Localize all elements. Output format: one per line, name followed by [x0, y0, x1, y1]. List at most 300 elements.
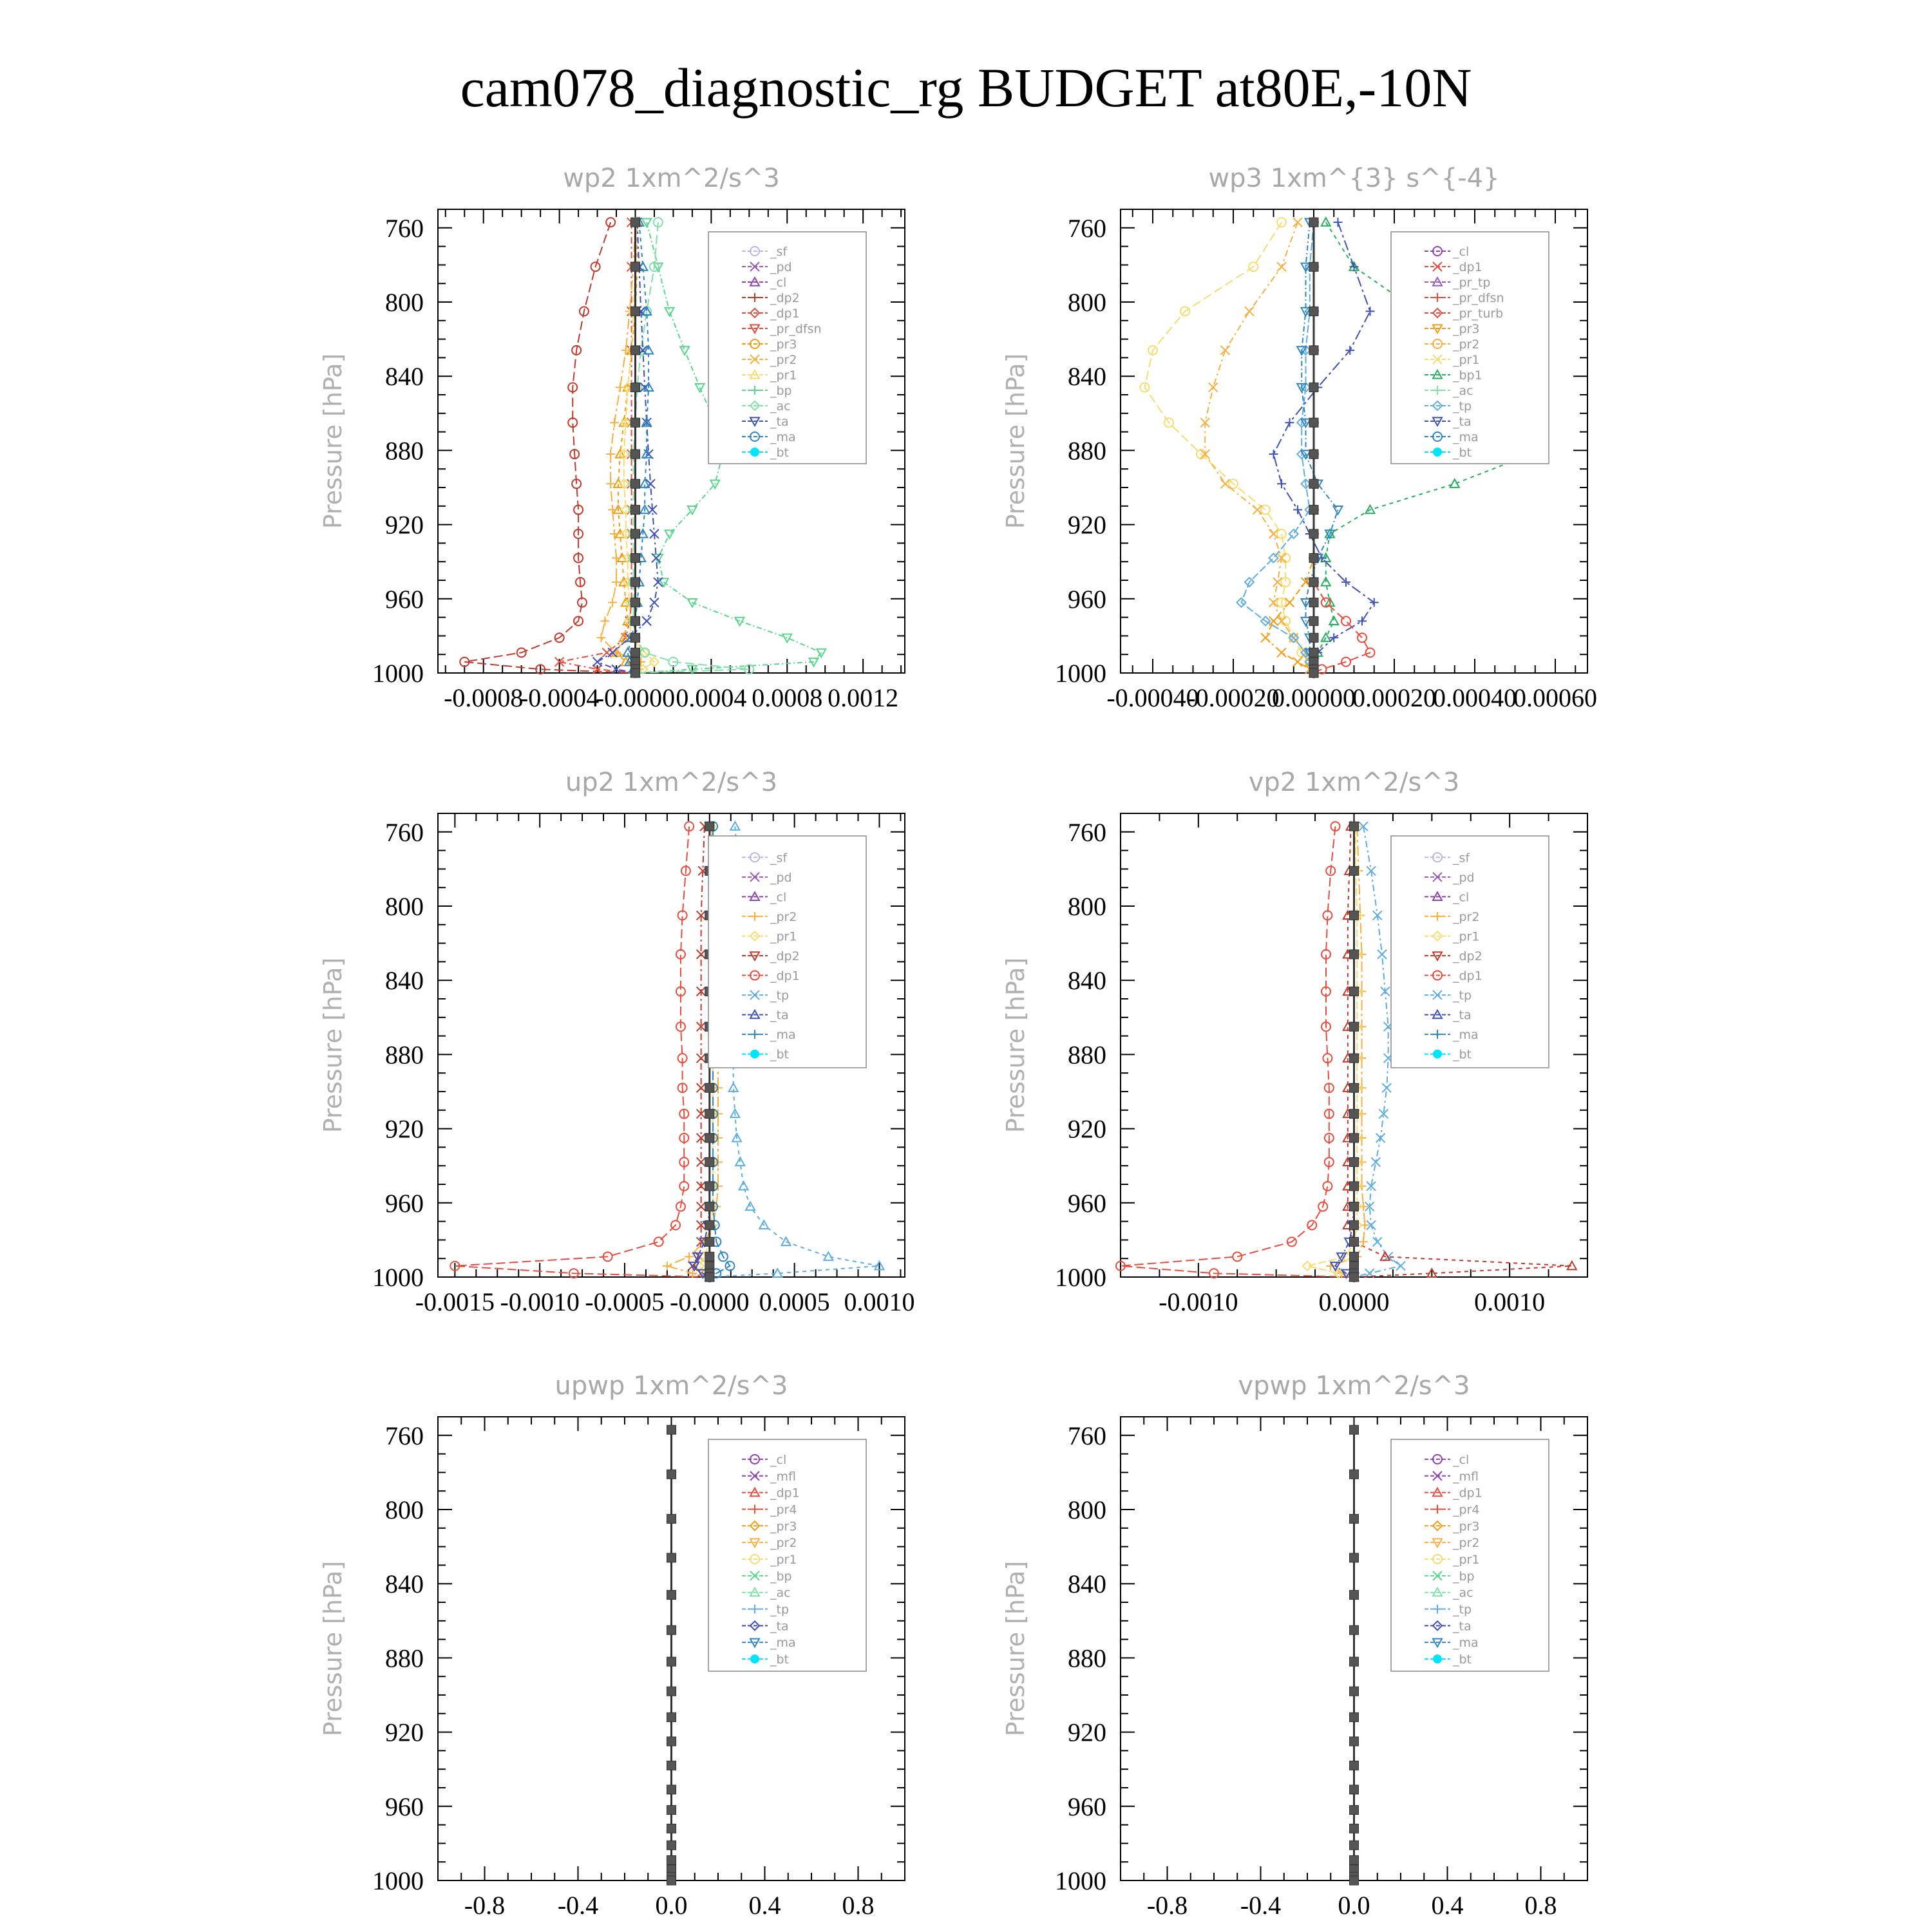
- y-tick-label: 800: [1068, 288, 1106, 317]
- y-axis-label: Pressure [hPa]: [1001, 353, 1030, 529]
- legend-label: _cl: [1453, 890, 1470, 905]
- legend-label: _tp: [770, 1602, 790, 1617]
- legend-label: _ma: [1453, 430, 1479, 444]
- x-tick-label: -0.8: [464, 1891, 506, 1920]
- data-point: [600, 616, 609, 625]
- y-tick-label: 800: [1068, 1495, 1106, 1524]
- legend-label: _pr3: [770, 1519, 797, 1534]
- data-point: [631, 479, 640, 488]
- x-tick-label: -0.4: [557, 1891, 599, 1920]
- legend-label: _pd: [770, 260, 792, 274]
- data-point: [1323, 1182, 1332, 1191]
- data-point: [705, 1237, 714, 1246]
- y-tick-label: 760: [1068, 1421, 1106, 1450]
- data-point: [1321, 633, 1331, 641]
- x-tick-label: 0.0: [1338, 1891, 1370, 1920]
- data-point: [680, 346, 689, 355]
- data-point: [705, 1220, 714, 1229]
- y-axis-label: Pressure [hPa]: [1001, 1560, 1030, 1737]
- data-point: [667, 1876, 676, 1885]
- legend-label: _pr3: [1453, 322, 1480, 336]
- legend-marker: [1433, 448, 1442, 457]
- legend-label: _ta: [770, 415, 789, 429]
- legend-label: _bt: [770, 1653, 790, 1667]
- x-tick-label: -0.0004: [519, 683, 600, 712]
- series-pr1: [1141, 218, 1319, 677]
- series-dp1: [1116, 822, 1359, 1282]
- data-point: [1341, 616, 1350, 625]
- y-tick-label: 920: [1068, 1114, 1106, 1144]
- data-point: [1309, 598, 1318, 607]
- series-bt: [667, 1425, 676, 1885]
- legend-label: _pd: [770, 870, 792, 885]
- series-line: [464, 222, 635, 673]
- legend-label: _ac: [1453, 1586, 1473, 1600]
- y-tick-label: 960: [385, 584, 424, 614]
- data-point: [667, 1737, 676, 1746]
- data-point: [667, 1590, 676, 1599]
- legend-label: _cl: [770, 276, 787, 290]
- data-point: [1350, 1133, 1359, 1142]
- y-tick-label: 840: [385, 1569, 424, 1599]
- x-tick-label: 0.00060: [1513, 683, 1597, 712]
- legend: [708, 836, 866, 1068]
- legend-label: _pr1: [770, 368, 797, 383]
- data-point: [631, 383, 640, 392]
- series-ta: [593, 218, 663, 677]
- y-tick-label: 760: [1068, 213, 1106, 243]
- legend-label: _cl: [770, 1452, 787, 1467]
- y-tick-label: 800: [385, 1495, 424, 1524]
- data-point: [1382, 1083, 1391, 1092]
- series-pr2: [1200, 218, 1318, 677]
- data-point: [1245, 307, 1254, 316]
- series-line: [1145, 222, 1314, 673]
- x-tick-label: -0.0010: [1159, 1287, 1238, 1316]
- y-tick-label: 880: [385, 1040, 424, 1070]
- data-point: [697, 1083, 706, 1092]
- series-dp2: [460, 218, 639, 677]
- y-tick-label: 760: [385, 213, 424, 243]
- series-pr3: [612, 218, 641, 676]
- legend-label: _mfl: [1453, 1469, 1479, 1484]
- legend-label: _bp: [1453, 1569, 1475, 1584]
- data-point: [697, 1202, 706, 1211]
- x-tick-label: 0.0000: [1318, 1287, 1390, 1316]
- data-point: [1350, 1855, 1359, 1864]
- legend-label: _mfl: [770, 1469, 796, 1484]
- series-line: [1274, 222, 1374, 673]
- data-point: [1350, 1824, 1359, 1833]
- legend-label: _pr2: [770, 909, 797, 924]
- data-point: [705, 1202, 714, 1211]
- data-point: [667, 1553, 676, 1562]
- data-point: [1350, 1841, 1359, 1850]
- data-point: [1373, 1237, 1382, 1246]
- legend-label: _pr1: [770, 1553, 797, 1567]
- legend-label: _pr3: [1453, 1519, 1480, 1534]
- data-point: [705, 1133, 714, 1142]
- legend-marker: [750, 1654, 759, 1663]
- x-tick-label: -0.00020: [1187, 683, 1280, 712]
- data-point: [631, 418, 640, 427]
- data-point: [667, 1713, 676, 1722]
- data-point: [1350, 950, 1359, 959]
- y-tick-label: 800: [385, 892, 424, 921]
- x-tick-label: -0.0008: [444, 683, 524, 712]
- series-pr1: [620, 218, 659, 677]
- legend-label: _bp: [770, 1569, 792, 1584]
- data-point: [705, 1252, 714, 1261]
- x-tick-label: -0.00040: [1106, 683, 1199, 712]
- legend-label: _pd: [1453, 870, 1475, 885]
- x-tick-label: 0.4: [748, 1891, 781, 1920]
- legend-label: _pr2: [770, 353, 797, 367]
- legend-label: _pr_tp: [1453, 276, 1491, 290]
- data-point: [1370, 598, 1379, 607]
- data-point: [667, 1841, 676, 1850]
- data-point: [1350, 1713, 1359, 1722]
- legend-label: _ta: [1453, 415, 1472, 429]
- data-point: [596, 633, 605, 642]
- legend-label: _pr_turb: [1453, 307, 1504, 321]
- data-point: [1450, 479, 1459, 488]
- panels-container: [319, 164, 1597, 1920]
- legend-label: _pr2: [1453, 337, 1480, 352]
- y-tick-label: 840: [1068, 362, 1106, 392]
- data-point: [667, 1806, 676, 1815]
- panel-title: vpwp 1xm^2/s^3: [1238, 1371, 1470, 1401]
- y-tick-label: 920: [1068, 1718, 1106, 1747]
- data-point: [1221, 346, 1230, 355]
- data-point: [667, 1657, 676, 1666]
- data-point: [1277, 479, 1286, 488]
- y-tick-label: 760: [1068, 817, 1106, 847]
- data-point: [1309, 553, 1318, 562]
- data-point: [631, 633, 640, 642]
- y-tick-label: 960: [1068, 584, 1106, 614]
- data-point: [1350, 1110, 1359, 1119]
- data-point: [1350, 1022, 1359, 1031]
- data-point: [1350, 822, 1359, 831]
- data-point: [1309, 262, 1318, 271]
- x-tick-label: 0.00040: [1433, 683, 1517, 712]
- data-point: [667, 1470, 676, 1479]
- y-tick-label: 1000: [1055, 1263, 1106, 1292]
- legend-label: _pr_dfsn: [1453, 291, 1504, 305]
- data-point: [705, 1157, 714, 1166]
- y-tick-label: 800: [1068, 892, 1106, 921]
- data-point: [631, 553, 640, 562]
- y-axis-label: Pressure [hPa]: [1001, 957, 1030, 1133]
- x-tick-label: 0.0004: [676, 683, 747, 712]
- data-point: [1358, 616, 1367, 625]
- data-point: [705, 1110, 714, 1119]
- data-point: [1334, 218, 1343, 227]
- data-point: [1261, 633, 1270, 642]
- data-point: [667, 1785, 676, 1794]
- legend-label: _pr2: [1453, 909, 1480, 924]
- y-axis-label: Pressure [hPa]: [319, 957, 347, 1133]
- panel-title: vp2 1xm^2/s^3: [1248, 768, 1460, 797]
- legend-label: _bp1: [1453, 368, 1482, 383]
- x-tick-label: -0.0000: [670, 1287, 750, 1316]
- data-point: [1277, 648, 1286, 657]
- data-point: [665, 530, 674, 538]
- series-dp1: [1309, 218, 1375, 677]
- data-point: [1309, 668, 1318, 677]
- panel-title: wp3 1xm^{3} s^{-4}: [1208, 164, 1500, 193]
- legend-label: _pr1: [1453, 929, 1480, 944]
- legend-label: _pr_dfsn: [770, 322, 822, 336]
- x-tick-label: 0.0005: [759, 1287, 830, 1316]
- data-point: [1359, 1237, 1368, 1246]
- data-point: [1209, 383, 1218, 392]
- legend-label: _bt: [1453, 1047, 1472, 1062]
- x-tick-label: 0.0010: [844, 1287, 915, 1316]
- data-point: [1293, 658, 1302, 667]
- chart-panel-1: [319, 164, 905, 712]
- data-point: [631, 506, 640, 515]
- data-point: [667, 1687, 676, 1696]
- y-axis-label: Pressure [hPa]: [319, 1560, 347, 1737]
- x-tick-label: 0.8: [842, 1891, 875, 1920]
- legend-label: _ma: [770, 1028, 796, 1043]
- x-tick-label: -0.8: [1146, 1891, 1188, 1920]
- legend-label: _ma: [1453, 1028, 1479, 1043]
- legend-label: _cl: [770, 890, 787, 905]
- data-point: [593, 658, 602, 667]
- x-tick-label: -0.0015: [415, 1287, 495, 1316]
- data-point: [1309, 529, 1318, 538]
- chart-panel-5: [319, 1371, 905, 1920]
- legend: [1391, 836, 1549, 1068]
- figure-title: cam078_diagnostic_rg BUDGET at80E,-10N: [460, 57, 1472, 118]
- data-point: [1329, 616, 1338, 625]
- series-ma: [1297, 219, 1342, 677]
- data-point: [1350, 1687, 1359, 1696]
- series-line: [455, 826, 709, 1277]
- data-point: [631, 598, 640, 607]
- y-tick-label: 760: [385, 817, 424, 847]
- data-point: [1309, 307, 1318, 316]
- y-tick-label: 1000: [1055, 1866, 1106, 1895]
- legend-label: _ta: [1453, 1008, 1472, 1023]
- data-point: [1350, 1202, 1359, 1211]
- data-point: [781, 1237, 790, 1245]
- data-point: [705, 822, 714, 831]
- y-tick-label: 880: [1068, 436, 1106, 466]
- data-point: [631, 262, 640, 271]
- legend-label: _sf: [1453, 851, 1470, 866]
- legend-label: _pr4: [1453, 1502, 1480, 1517]
- data-point: [1350, 1083, 1359, 1092]
- y-tick-label: 880: [385, 1643, 424, 1673]
- data-point: [697, 1157, 706, 1166]
- data-point: [667, 1425, 676, 1434]
- legend-label: _dp1: [1453, 969, 1482, 983]
- data-point: [739, 1182, 748, 1190]
- x-tick-label: 0.00020: [1352, 683, 1436, 712]
- y-tick-label: 1000: [1055, 659, 1106, 688]
- panel-title: up2 1xm^2/s^3: [565, 768, 778, 797]
- legend-label: _ma: [1453, 1636, 1479, 1651]
- data-point: [608, 598, 617, 607]
- legend-label: _tp: [1453, 989, 1472, 1003]
- data-point: [1350, 1590, 1359, 1599]
- data-point: [1350, 987, 1359, 996]
- legend-label: _ma: [770, 1636, 796, 1651]
- data-point: [631, 346, 640, 355]
- legend-label: _bt: [1453, 446, 1472, 460]
- data-point: [1350, 1273, 1359, 1282]
- legend-label: _cl: [1453, 1452, 1470, 1467]
- chart-panel-4: [1001, 768, 1587, 1316]
- legend-label: _pr1: [1453, 1553, 1480, 1567]
- x-tick-label: -0.0010: [500, 1287, 580, 1316]
- data-point: [1350, 1054, 1359, 1063]
- y-tick-label: 920: [1068, 510, 1106, 540]
- legend-label: _pr1: [770, 929, 797, 944]
- data-point: [631, 529, 640, 538]
- x-tick-label: -0.0000: [595, 683, 676, 712]
- data-point: [1350, 1237, 1359, 1246]
- data-point: [650, 598, 659, 607]
- data-point: [1350, 1657, 1359, 1666]
- legend-marker: [1433, 1654, 1442, 1663]
- legend-label: _dp1: [1453, 1486, 1482, 1501]
- legend-label: _tp: [770, 989, 790, 1003]
- y-tick-label: 960: [1068, 1792, 1106, 1821]
- legend-label: _bt: [770, 446, 790, 460]
- y-axis-label: Pressure [hPa]: [319, 353, 347, 529]
- data-point: [606, 450, 615, 459]
- data-point: [1396, 1262, 1405, 1271]
- legend-label: _tp: [1453, 399, 1472, 413]
- legend-marker: [750, 448, 759, 457]
- data-point: [631, 616, 640, 625]
- data-point: [610, 418, 619, 427]
- legend-label: _ma: [770, 430, 796, 444]
- y-tick-label: 920: [385, 510, 424, 540]
- legend-label: _ta: [770, 1008, 789, 1023]
- legend: [708, 232, 866, 464]
- x-tick-label: 0.00000: [1272, 683, 1356, 712]
- data-point: [1293, 218, 1302, 227]
- data-point: [1309, 218, 1318, 227]
- data-point: [1293, 506, 1302, 515]
- data-point: [1350, 1220, 1359, 1229]
- data-point: [663, 1262, 672, 1271]
- data-point: [631, 648, 640, 657]
- data-point: [631, 307, 640, 316]
- data-point: [1309, 648, 1318, 657]
- series-line: [1205, 222, 1314, 673]
- y-tick-label: 880: [1068, 1040, 1106, 1070]
- legend-label: _pr1: [1453, 353, 1480, 367]
- x-tick-label: -0.0005: [585, 1287, 665, 1316]
- data-point: [1277, 262, 1286, 271]
- data-point: [1350, 1553, 1359, 1562]
- legend-label: _pr2: [1453, 1536, 1480, 1551]
- data-point: [1350, 1737, 1359, 1746]
- x-tick-label: 0.4: [1431, 1891, 1464, 1920]
- data-point: [1366, 307, 1375, 316]
- y-tick-label: 840: [1068, 966, 1106, 996]
- series-bt: [1309, 218, 1318, 677]
- panel-title: wp2 1xm^2/s^3: [563, 164, 780, 193]
- data-point: [705, 1273, 714, 1282]
- data-point: [1350, 911, 1359, 920]
- data-point: [782, 634, 791, 643]
- data-point: [667, 1761, 676, 1770]
- legend-label: _ta: [770, 1619, 789, 1634]
- legend-label: _tp: [1453, 1602, 1472, 1617]
- data-point: [697, 1054, 706, 1063]
- y-tick-label: 840: [1068, 1569, 1106, 1599]
- data-point: [1321, 218, 1331, 226]
- data-point: [1303, 1262, 1312, 1271]
- legend-label: _dp1: [770, 1486, 800, 1501]
- data-point: [1350, 1182, 1359, 1191]
- data-point: [1309, 418, 1318, 427]
- legend: [1391, 1439, 1549, 1671]
- data-point: [1350, 1425, 1359, 1434]
- legend-label: _dp1: [1453, 260, 1482, 274]
- legend-label: _dp1: [770, 969, 800, 983]
- data-point: [1309, 479, 1318, 488]
- data-point: [631, 578, 640, 587]
- legend-label: _dp2: [770, 949, 800, 963]
- data-point: [1350, 1470, 1359, 1479]
- legend-label: _bt: [1453, 1653, 1472, 1667]
- data-point: [667, 1625, 676, 1634]
- legend-label: _ac: [1453, 384, 1473, 398]
- data-point: [1309, 506, 1318, 515]
- y-tick-label: 960: [385, 1188, 424, 1218]
- legend-label: _bp: [770, 384, 792, 398]
- data-point: [1350, 1157, 1359, 1166]
- x-tick-label: -0.4: [1240, 1891, 1282, 1920]
- data-point: [1358, 633, 1367, 642]
- data-point: [1350, 866, 1359, 875]
- data-point: [1309, 578, 1318, 587]
- legend-label: _cl: [1453, 245, 1470, 259]
- x-tick-label: 0.0: [655, 1891, 688, 1920]
- legend-label: _sf: [770, 245, 788, 259]
- y-tick-label: 840: [385, 966, 424, 996]
- data-point: [1350, 1252, 1359, 1261]
- y-tick-label: 1000: [372, 659, 424, 688]
- data-point: [667, 1855, 676, 1864]
- series-line: [560, 222, 636, 673]
- data-point: [654, 1237, 663, 1246]
- data-point: [1378, 950, 1387, 959]
- legend-label: _ta: [1453, 1619, 1472, 1634]
- data-point: [1309, 616, 1318, 625]
- legend-label: _dp2: [770, 291, 800, 305]
- data-point: [642, 616, 651, 625]
- y-tick-label: 960: [1068, 1188, 1106, 1218]
- data-point: [1350, 1806, 1359, 1815]
- legend-marker: [750, 1050, 759, 1059]
- data-point: [1350, 1761, 1359, 1770]
- data-point: [667, 1824, 676, 1833]
- data-point: [1350, 1876, 1359, 1885]
- y-tick-label: 800: [385, 288, 424, 317]
- data-point: [667, 1514, 676, 1523]
- legend-label: _ac: [770, 399, 791, 413]
